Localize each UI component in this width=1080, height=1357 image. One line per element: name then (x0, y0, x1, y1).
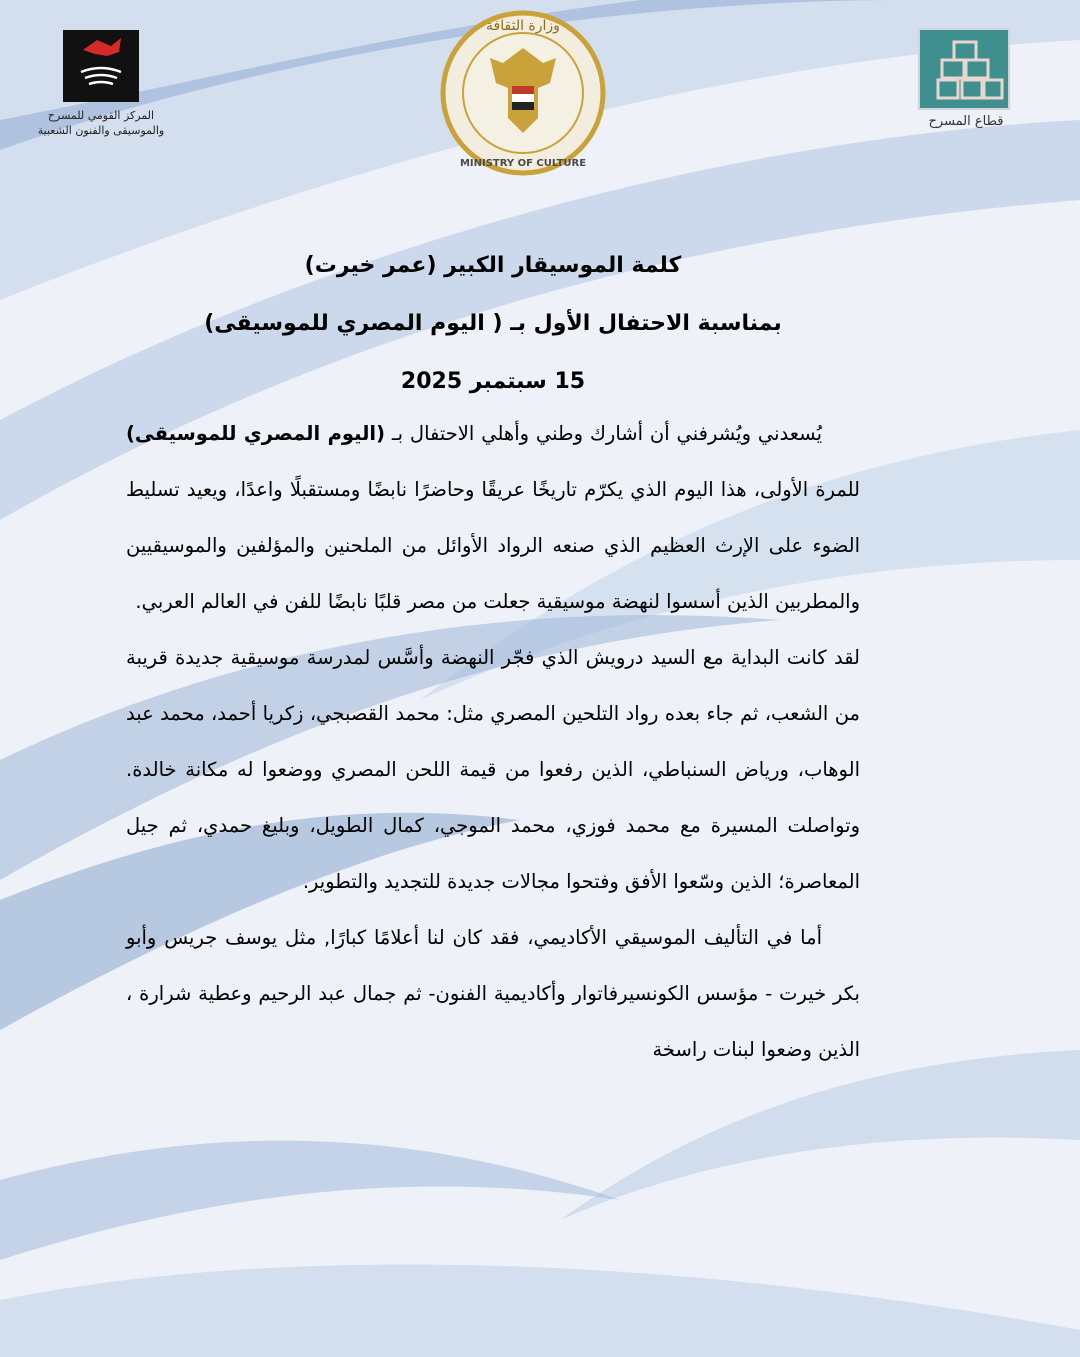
paragraph-1-body: للمرة الأولى، هذا اليوم الذي يكرّم تاريخًا عريقًا وحاضرًا نابضًا ومستقبلًا واعدًا، ويعيد تسليط الضوء على الإرث العظيم الذي صنعه الرواد الأوائل من الملحنين والمؤلفين والموسيقيين والمطربين الذين أسسوا لنهضة موسيقية جعلت من مصر قلبًا نابضًا للفن في العالم العربي. (126, 478, 860, 613)
seal-text-bottom: MINISTRY OF CULTURE (459, 158, 587, 169)
seal-text-top: وزارة الثقافة (486, 18, 560, 34)
national-center-logo (36, 30, 166, 165)
paragraph-2: لقد كانت البداية مع السيد درويش الذي فجّر النهضة وأسَّس لمدرسة موسيقية جديدة قريبة من الشعب، ثم جاء بعده رواد التلحين المصري مثل: محمد القصبجي، زكريا أحمد، محمد عبد الوهاب، ورياض السنباطي، الذين رفعوا من قيمة اللحن المصري ووضعوا له مكانة خالدة. وتواصلت المسيرة مع محمد فوزي، محمد الموجي، كمال الطويل، وبليغ حمدي، ثم جيل المعاصرة؛ الذين وسّعوا الأفق وفتحوا مجالات جديدة للتجديد والتطوير. (126, 646, 860, 893)
theatre-sector-caption: قطاع المسرح (928, 114, 1004, 129)
document-date: 15 سبتمبر 2025 (400, 369, 586, 394)
paragraph-1 (126, 406, 860, 630)
document-subtitle: بمناسبة الاحتفال الأول بـ ( اليوم المصري للموسيقى) (204, 311, 782, 336)
document-title: كلمة الموسيقار الكبير (عمر خيرت) (304, 253, 682, 278)
speech-document (126, 238, 860, 1078)
paragraph-1-highlight: (اليوم المصري للموسيقى) (126, 422, 386, 445)
national-center-caption-line2: والموسيقى والفنون الشعبية (37, 124, 165, 137)
paragraph-1-intro: يُسعدني ويُشرفني أن أشارك وطني وأهلي الاحتفال بـ (385, 422, 822, 445)
ministry-of-culture-seal (438, 8, 608, 178)
national-center-emblem-icon (63, 30, 139, 102)
national-center-caption-line1: المركز القومي للمسرح (47, 109, 155, 122)
theatre-sector-emblem-icon (918, 28, 1010, 110)
theatre-sector-logo (918, 28, 1014, 148)
paragraph-3: أما في التأليف الموسيقي الأكاديمي، فقد كان لنا أعلامًا كبارًا, مثل يوسف جريس وأبو بكر خيرت - مؤسس الكونسيرفاتوار وأكاديمية الفنون- ثم جمال عبد الرحيم وعطية شرارة ، الذين وضعوا لبنات راسخة (126, 926, 860, 1061)
